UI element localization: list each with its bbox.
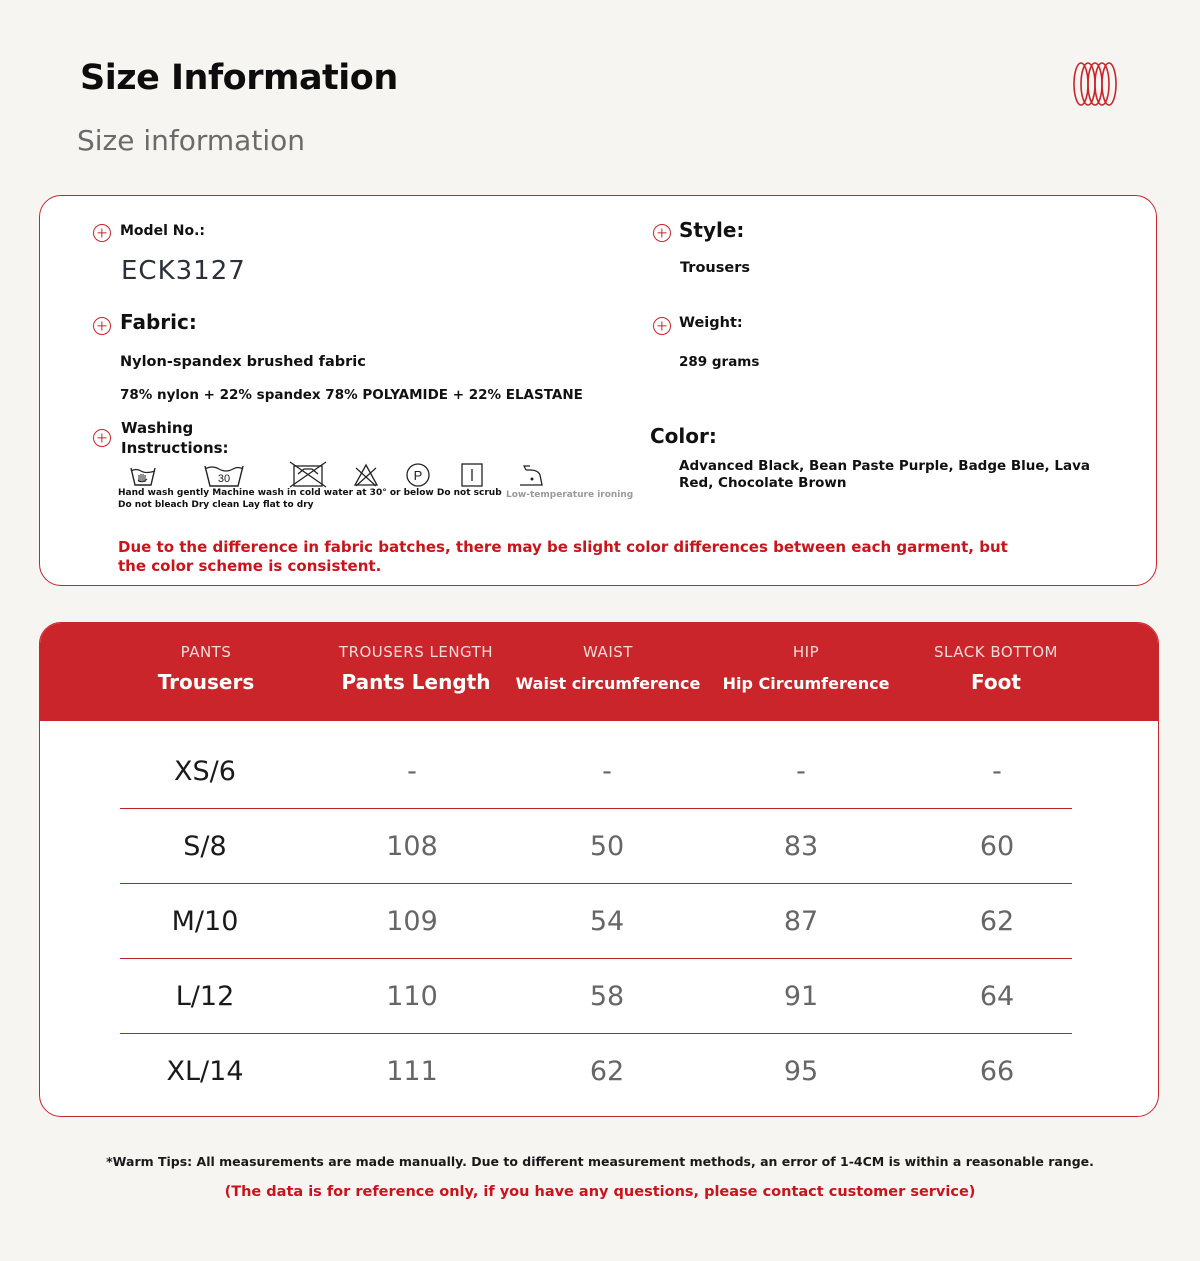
brand-logo-icon xyxy=(1070,60,1122,108)
style-value: Trousers xyxy=(680,260,750,276)
table-row: XL/14 111 62 95 66 xyxy=(166,1056,1015,1087)
plus-icon xyxy=(93,429,111,447)
size-table-card xyxy=(39,622,1159,1117)
weight-value: 289 grams xyxy=(679,354,760,370)
color-difference-note: Due to the difference in fabric batches, there may be slight color differences between each garment, but the color scheme is consistent. xyxy=(118,538,1008,575)
header-col-size: PANTS Trousers xyxy=(157,643,255,694)
style-label: Style: xyxy=(679,218,745,242)
do-not-bleach-icon xyxy=(352,462,380,488)
color-label: Color: xyxy=(650,424,717,448)
dry-clean-icon xyxy=(404,462,432,488)
fabric-label: Fabric: xyxy=(120,310,197,334)
plus-icon xyxy=(653,317,671,335)
hand-wash-icon xyxy=(128,462,158,488)
plus-icon xyxy=(93,317,111,335)
table-row: M/10 109 54 87 62 xyxy=(120,884,1072,959)
low-temp-iron-icon xyxy=(516,462,546,488)
fabric-line-2: 78% nylon + 22% spandex 78% POLYAMIDE + 22% ELASTANE xyxy=(120,387,583,403)
measurement-tip: *Warm Tips: All measurements are made manually. Due to different measurement methods, an error of 1-4CM is within a reasonable range. xyxy=(106,1154,1094,1169)
washing-text-1: Hand wash gently Machine wash in cold water at 30° or below Do not scrub xyxy=(118,488,502,498)
model-value: ECK3127 xyxy=(121,256,246,286)
table-row: S/8 108 50 83 60 xyxy=(120,809,1072,884)
size-table-header xyxy=(40,623,1158,721)
page-subtitle: Size information xyxy=(77,124,305,157)
washing-label-2: Instructions: xyxy=(121,439,229,457)
machine-wash-30-icon xyxy=(202,462,246,488)
svg-text:P: P xyxy=(413,468,423,483)
color-value: Advanced Black, Bean Paste Purple, Badge Blue, Lava Red, Chocolate Brown xyxy=(679,458,1090,491)
header-col-foot: SLACK BOTTOM Foot xyxy=(934,643,1058,694)
model-label: Model No.: xyxy=(120,223,205,239)
header-col-hip: HIP Hip Circumference xyxy=(722,643,890,693)
page-title: Size Information xyxy=(80,58,398,98)
weight-label: Weight: xyxy=(679,315,743,331)
lay-flat-dry-icon xyxy=(458,462,486,488)
do-not-scrub-icon xyxy=(288,460,328,488)
header-col-length: TROUSERS LENGTH Pants Length xyxy=(338,643,494,694)
ironing-text: Low-temperature ironing xyxy=(506,490,634,500)
product-info-card xyxy=(39,195,1157,586)
table-row: XS/6 - - - - xyxy=(120,734,1072,809)
header-col-waist: WAIST Waist circumference xyxy=(515,643,701,693)
plus-icon xyxy=(653,224,671,242)
fabric-line-1: Nylon-spandex brushed fabric xyxy=(120,354,366,370)
reference-note: (The data is for reference only, if you have any questions, please contact customer service) xyxy=(224,1184,976,1200)
washing-label-1: Washing xyxy=(121,419,194,437)
svg-text:30: 30 xyxy=(217,473,231,485)
table-row: L/12 110 58 91 64 xyxy=(120,959,1072,1034)
washing-text-2: Do not bleach Dry clean Lay flat to dry xyxy=(118,500,314,510)
plus-icon xyxy=(93,224,111,242)
